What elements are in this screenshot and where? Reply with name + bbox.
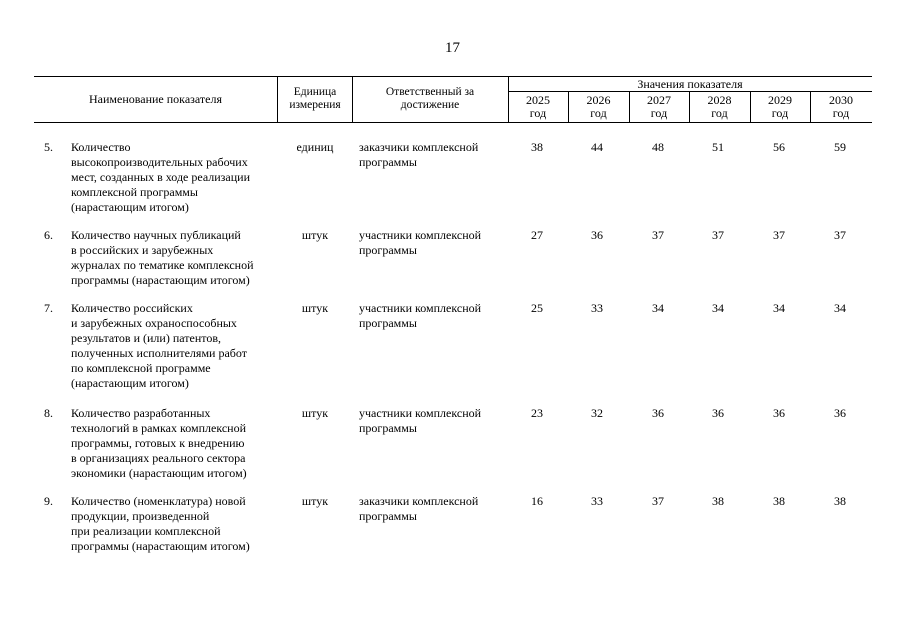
- row-number: 7.: [44, 301, 53, 315]
- value-cell: 37: [773, 228, 785, 242]
- indicator-name-line: Количество: [71, 140, 131, 154]
- value-cell: 33: [591, 494, 603, 508]
- header-year-value: 2029: [768, 93, 792, 107]
- indicator-name-line: при реализации комплексной: [71, 524, 221, 538]
- indicator-name-line: технологий в рамках комплексной: [71, 421, 247, 435]
- indicator-name-line: программы (нарастающим итогом): [71, 273, 250, 287]
- header-year-value: 2025: [526, 93, 550, 107]
- value-cell: 59: [834, 140, 846, 154]
- value-cell: 36: [591, 228, 603, 242]
- value-cell: 38: [531, 140, 543, 154]
- responsible-line: заказчики комплексной: [359, 494, 479, 508]
- unit-cell: штук: [301, 406, 329, 420]
- indicator-name-line: по комплексной программе: [71, 361, 211, 375]
- value-cell: 51: [712, 140, 724, 154]
- value-cell: 37: [834, 228, 846, 242]
- value-cell: 37: [652, 228, 664, 242]
- row-number: 8.: [44, 406, 53, 420]
- value-cell: 36: [652, 406, 664, 420]
- indicator-name-line: Количество разработанных: [71, 406, 211, 420]
- header-year: [689, 94, 750, 120]
- responsible-line: участники комплексной: [359, 301, 482, 315]
- indicator-name-line: журналах по тематике комплексной: [71, 258, 254, 272]
- unit-cell: штук: [301, 494, 329, 508]
- indicator-name-line: Количество (номенклатура) новой: [71, 494, 246, 508]
- header-year: [750, 94, 810, 120]
- header-year: [568, 94, 629, 120]
- responsible-line: заказчики комплексной: [359, 140, 479, 154]
- header-year: [508, 94, 568, 120]
- indicator-name-line: (нарастающим итогом): [71, 200, 189, 214]
- values-group-rule: [508, 91, 872, 92]
- indicator-name-line: высокопроизводительных рабочих: [71, 155, 248, 169]
- value-cell: 16: [531, 494, 543, 508]
- responsible-line: программы: [359, 421, 417, 435]
- value-cell: 38: [834, 494, 846, 508]
- responsible-line: участники комплексной: [359, 406, 482, 420]
- value-cell: 34: [773, 301, 785, 315]
- header-year-suffix: год: [529, 106, 547, 120]
- value-cell: 34: [652, 301, 664, 315]
- table-header-bottom-rule: [34, 122, 872, 123]
- header-values-group: Значения показателя: [637, 77, 743, 91]
- header-year: [810, 94, 872, 120]
- page-number: 17: [445, 40, 460, 56]
- row-number: 9.: [44, 494, 53, 508]
- header-responsible: Ответственный за достижение: [385, 86, 475, 111]
- header-year-suffix: год: [650, 106, 668, 120]
- header-name: Наименование показателя: [89, 92, 222, 106]
- value-cell: 48: [652, 140, 664, 154]
- indicator-name-line: Количество научных публикаций: [71, 228, 241, 242]
- indicator-name-line: (нарастающим итогом): [71, 376, 189, 390]
- value-cell: 56: [773, 140, 785, 154]
- row-number: 5.: [44, 140, 53, 154]
- column-divider: [352, 76, 353, 122]
- responsible-line: программы: [359, 243, 417, 257]
- unit-cell: штук: [301, 228, 329, 242]
- value-cell: 37: [712, 228, 724, 242]
- value-cell: 37: [652, 494, 664, 508]
- indicator-name-line: в российских и зарубежных: [71, 243, 214, 257]
- value-cell: 32: [591, 406, 603, 420]
- indicator-name-line: программы (нарастающим итогом): [71, 539, 250, 553]
- value-cell: 34: [834, 301, 846, 315]
- header-unit: Единица измерения: [289, 86, 341, 111]
- header-year-suffix: год: [590, 106, 607, 120]
- row-number: 6.: [44, 228, 53, 242]
- indicator-name-line: мест, созданных в ходе реализации: [71, 170, 251, 184]
- indicator-name-line: полученных исполнителями работ: [71, 346, 247, 360]
- value-cell: 27: [531, 228, 543, 242]
- value-cell: 36: [712, 406, 724, 420]
- table-top-rule: [34, 76, 872, 77]
- header-year-value: 2030: [829, 93, 853, 107]
- indicator-name-line: результатов и (или) патентов,: [71, 331, 222, 345]
- header-year-value: 2026: [586, 93, 611, 107]
- unit-cell: штук: [301, 301, 329, 315]
- value-cell: 25: [531, 301, 543, 315]
- value-cell: 38: [773, 494, 785, 508]
- unit-cell: единиц: [296, 140, 334, 154]
- value-cell: 23: [531, 406, 543, 420]
- value-cell: 44: [591, 140, 603, 154]
- indicator-name-line: продукции, произведенной: [71, 509, 210, 523]
- indicator-name-line: экономики (нарастающим итогом): [71, 466, 247, 480]
- responsible-line: программы: [359, 155, 417, 169]
- value-cell: 34: [712, 301, 724, 315]
- value-cell: 36: [834, 406, 846, 420]
- header-year-suffix: год: [711, 106, 728, 120]
- header-year-value: 2027: [647, 93, 671, 107]
- indicator-name-line: программы, готовых к внедрению: [71, 436, 245, 450]
- responsible-line: участники комплексной: [359, 228, 482, 242]
- value-cell: 33: [591, 301, 603, 315]
- value-cell: 36: [773, 406, 785, 420]
- indicator-name-line: Количество российских: [71, 301, 193, 315]
- indicator-name-line: и зарубежных охраноспособных: [71, 316, 237, 330]
- indicator-name-line: в организациях реального сектора: [71, 451, 246, 465]
- header-year-suffix: год: [771, 106, 789, 120]
- value-cell: 38: [712, 494, 724, 508]
- responsible-line: программы: [359, 316, 417, 330]
- responsible-line: программы: [359, 509, 417, 523]
- header-year-suffix: год: [832, 106, 850, 120]
- header-year-value: 2028: [707, 93, 732, 107]
- indicator-name-line: комплексной программы: [71, 185, 198, 199]
- header-year: [629, 94, 689, 120]
